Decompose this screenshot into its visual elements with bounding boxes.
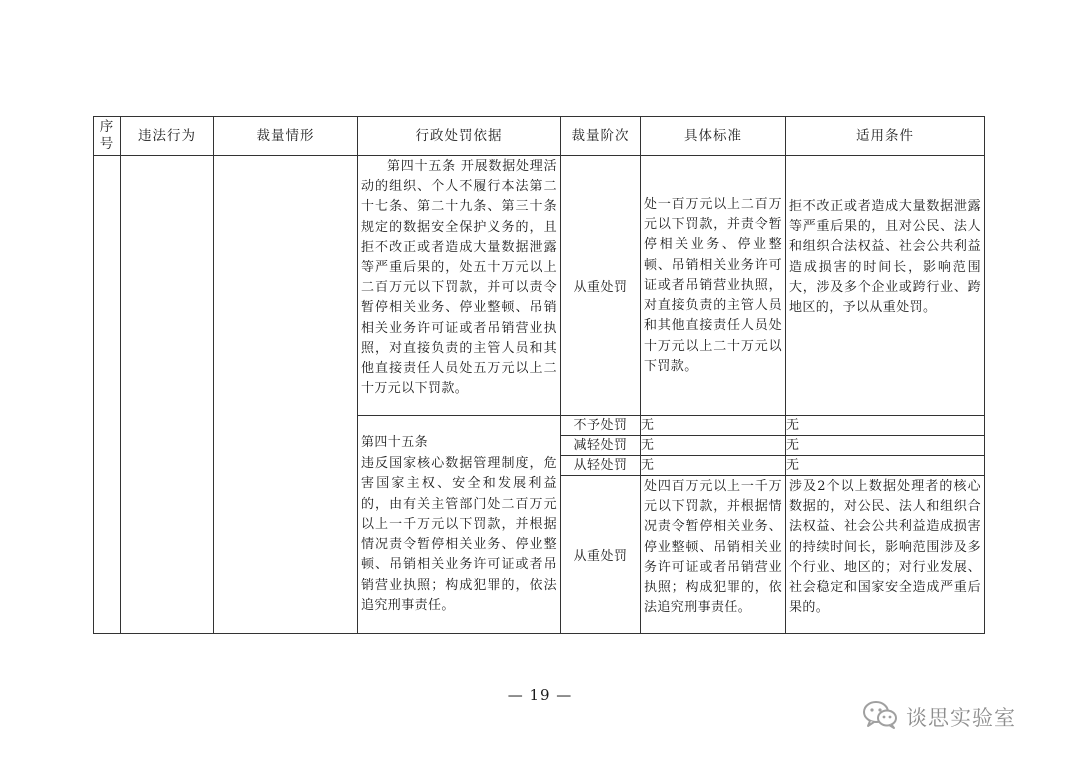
level-cell: 从重处罚 xyxy=(561,476,641,634)
standard-text: 处一百万元以上二百万元以下罚款，并责令暂停相关业务、停业整顿、吊销相关业务许可证或者吊销营业执照，对直接负责的主管人员和其他直接责任人员处十万元以上二十万元以下罚款。 xyxy=(644,197,782,374)
level-cell: 从轻处罚 xyxy=(561,456,641,476)
condition-cell: 无 xyxy=(786,436,985,456)
condition-cell: 无 xyxy=(786,416,985,436)
header-violation: 违法行为 xyxy=(121,117,214,156)
watermark xyxy=(862,700,1016,734)
level-cell: 从重处罚 xyxy=(561,156,641,416)
condition-cell xyxy=(786,476,985,634)
watermark-text: 谈思实验室 xyxy=(906,706,1016,730)
header-condition: 适用条件 xyxy=(786,117,985,156)
serial-cell xyxy=(94,156,121,634)
standard-cell: 无 xyxy=(641,436,786,456)
circumstance-cell xyxy=(214,156,358,634)
wechat-icon xyxy=(862,700,898,734)
header-standard: 具体标准 xyxy=(641,117,786,156)
basis-cell xyxy=(358,416,561,634)
basis-cell xyxy=(358,156,561,416)
basis-title: 第四十五条 xyxy=(361,435,429,451)
condition-text: 涉及2个以上数据处理者的核心数据的，对公民、法人和组织合法权益、社会公共利益造成损害的持续时间长，影响范围涉及多个行业、地区的；对行业发展、社会稳定和国家安全造成严重后果的。 xyxy=(789,479,981,616)
standard-cell: 无 xyxy=(641,456,786,476)
page-number: — 19 — xyxy=(507,686,573,704)
violation-cell xyxy=(121,156,214,634)
table-header-row xyxy=(94,117,985,156)
header-legal-basis: 行政处罚依据 xyxy=(358,117,561,156)
level-cell: 减轻处罚 xyxy=(561,436,641,456)
level-cell: 不予处罚 xyxy=(561,416,641,436)
table-row xyxy=(94,156,985,416)
condition-cell xyxy=(786,156,985,416)
penalty-table xyxy=(93,116,985,634)
standard-text: 处四百万元以上一千万元以下罚款，并根据情况责令暂停相关业务、停业整顿、吊销相关业务许可证或者吊销营业执照；构成犯罪的，依法追究刑事责任。 xyxy=(644,479,782,616)
header-circumstance: 裁量情形 xyxy=(214,117,358,156)
standard-cell: 无 xyxy=(641,416,786,436)
header-serial: 序号 xyxy=(94,117,121,156)
condition-text: 拒不改正或者造成大量数据泄露等严重后果的，且对公民、法人和组织合法权益、社会公共利益造成损害的时间长，影响范围大，涉及多个企业或跨行业、跨地区的，予以从重处罚。 xyxy=(789,199,981,316)
basis-text: 违反国家核心数据管理制度，危害国家主权、安全和发展利益的，由有关主管部门处二百万元以上一千万元以下罚款，并根据情况责令暂停相关业务、停业整顿、吊销相关业务许可证或者吊销营业执照；构成犯罪的，依法追究刑事责任。 xyxy=(361,456,557,613)
condition-cell: 无 xyxy=(786,456,985,476)
header-level: 裁量阶次 xyxy=(561,117,641,156)
basis-text: 第四十五条 开展数据处理活动的组织、个人不履行本法第二十七条、第二十九条、第三十条规定的数据安全保护义务的，且拒不改正或者造成大量数据泄露等严重后果的，处五十万元以上二百万元以下罚款，并可以责令暂停相关业务、停业整顿、吊销相关业务许可证或者吊销营业执照，对直接负责的主管人员和其他直接责任人员处五万元以上二十万元以下罚款。 xyxy=(361,159,557,397)
standard-cell xyxy=(641,156,786,416)
standard-cell xyxy=(641,476,786,634)
